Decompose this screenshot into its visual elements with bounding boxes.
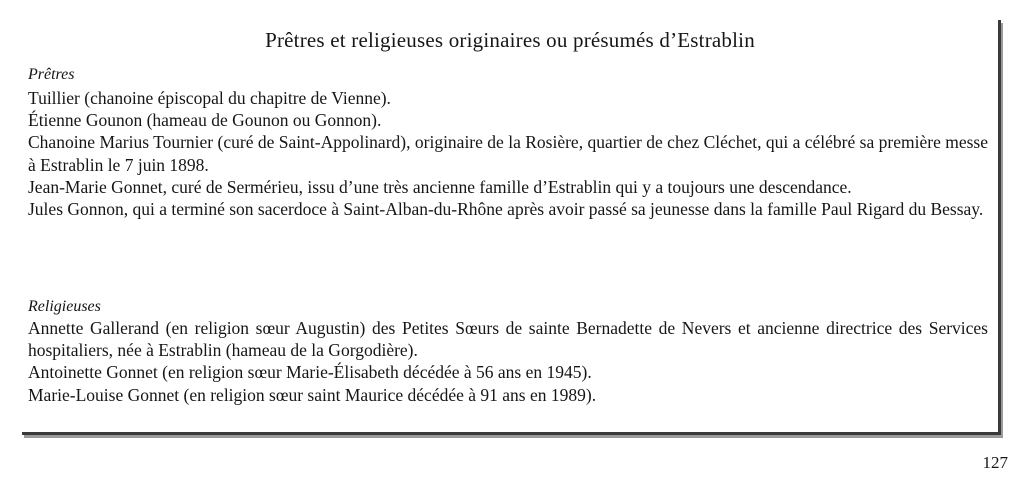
- list-item: Tuillier (chanoine épiscopal du chapitre de Vienne).: [28, 88, 391, 108]
- page-number: 127: [982, 453, 1008, 472]
- list-item: Jules Gonnon, qui a terminé son sacerdoce à Saint-Alban-du-Rhône après avoir passé sa jeunesse dans la famille Paul Rigard du Bessay.: [28, 199, 984, 220]
- list-item: Antoinette Gonnet (en religion sœur Marie-Élisabeth décédée à 56 ans en 1945).: [28, 362, 592, 383]
- list-item: Étienne Gounon (hameau de Gounon ou Gonnon).: [28, 110, 382, 131]
- page-title: Prêtres et religieuses originaires ou présumés d’Estrablin: [265, 28, 755, 52]
- text-box: [22, 20, 1001, 435]
- pretres-list: [28, 87, 988, 220]
- list-item: Chanoine Marius Tournier (curé de Saint-Appolinard), originaire de la Rosière, quartier de chez Cléchet, qui a célébré sa première messe à Estrablin le 7 juin 1898.: [28, 132, 988, 175]
- list-item: Marie-Louise Gonnet (en religion sœur saint Maurice décédée à 91 ans en 1989).: [28, 384, 597, 405]
- religieuses-list: [28, 317, 988, 406]
- list-item: Jean-Marie Gonnet, curé de Sermérieu, issu d’une très ancienne famille d’Estrablin qui y a toujours une descendance.: [28, 176, 852, 197]
- list-item: Annette Gallerand (en religion sœur Augustin) des Petites Sœurs de sainte Bernadette de Nevers et ancienne directrice des Services hospitaliers, née à Estrablin (hameau de la Gorgodière).: [28, 318, 988, 361]
- section-heading-religieuses: Religieuses: [28, 298, 101, 315]
- section-heading-pretres: Prêtres: [28, 66, 75, 83]
